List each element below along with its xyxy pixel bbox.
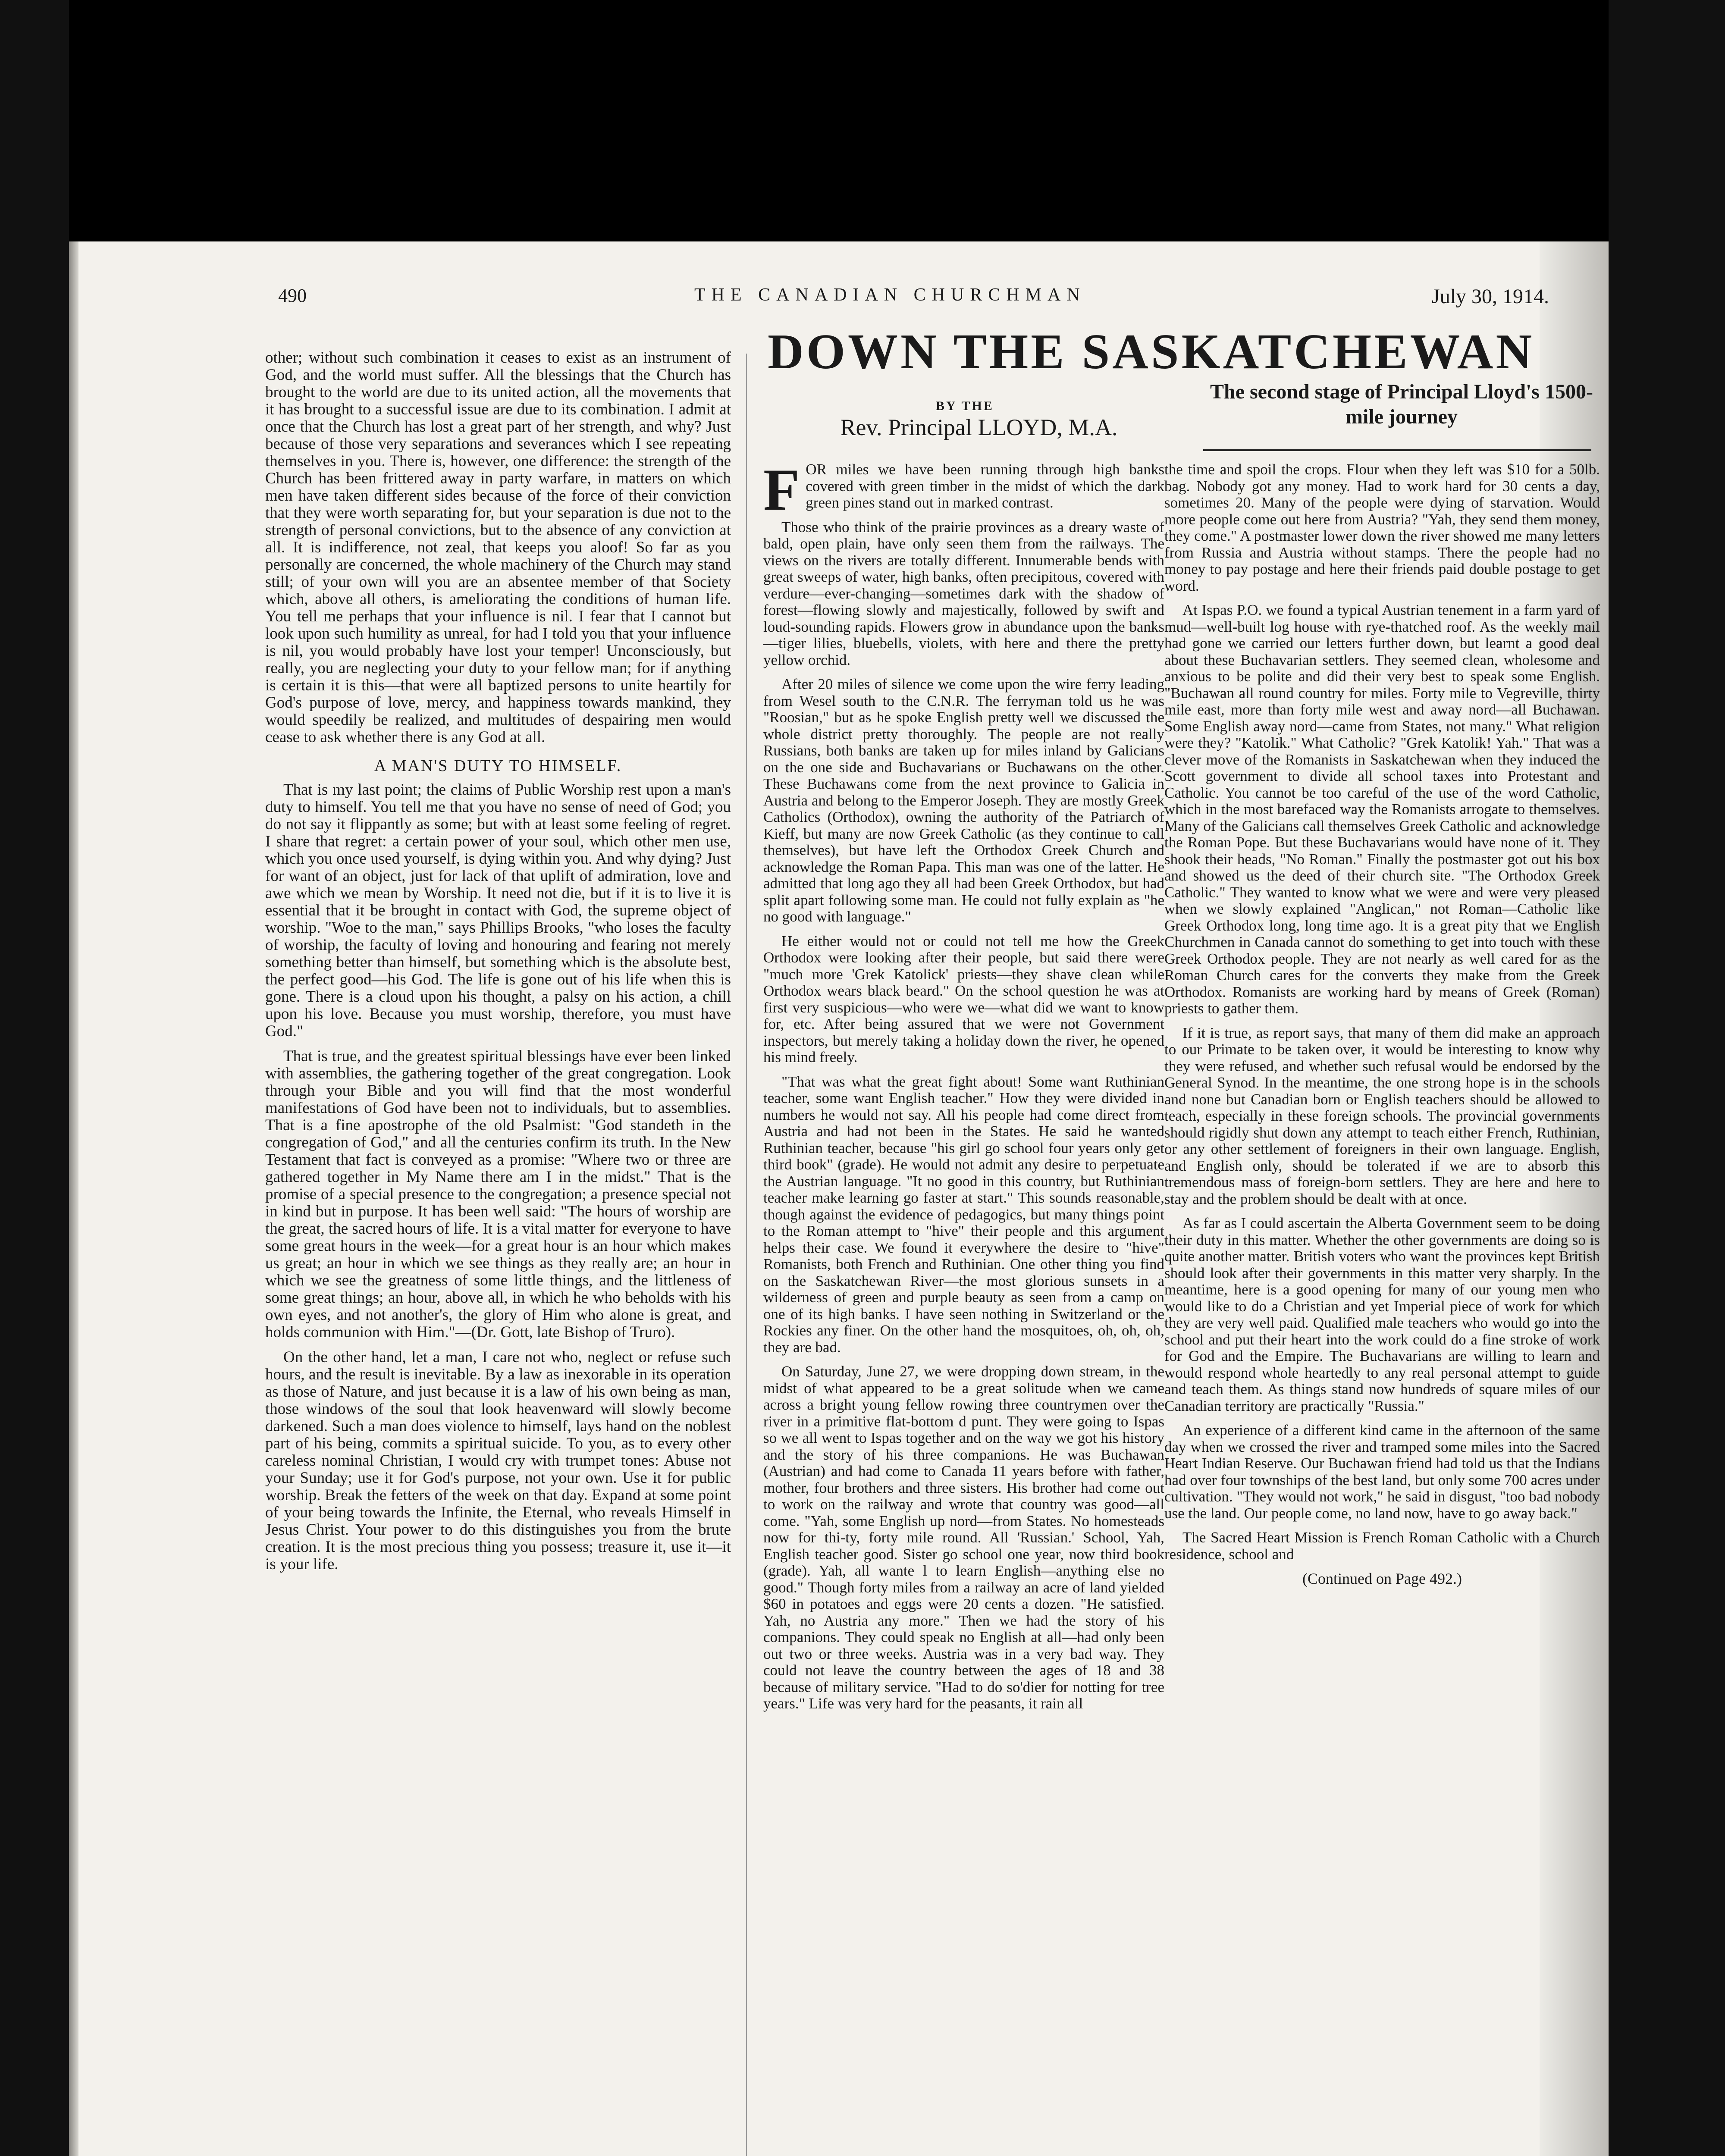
drop-cap: F [763, 457, 800, 523]
mid-paragraph-2: Those who think of the prairie provinces as a dreary waste of bald, open plain, have only seen them from the railways. The views on the rivers are totally different. Innumerable bends with great sweeps of water, high banks, often precipitous, covered with verdure—ever-changing—sometimes dark with the shadow of forest—flowing slowly and majestically, followed by swift and loud-sounding rapids. Flowers grow in abundance upon the banks—tiger lilies, bluebells, violets, with here and there the pretty yellow orchid. [763, 518, 1164, 668]
left-opening-paragraph: other; without such combination it ceases to exist as an instrument of God, and the world must suffer. All the blessings that the Church has brought to the world are due to its united action, all the movements that it has brought to a successful issue are due to its combination. I admit at once that the Church has lost a great part of her strength, and why? Just because of those very separations and severances which I see repeating themselves in you. There is, however, one difference: the strength of the Church has been frittered away in party warfare, in matters on which men have taken different sides because of the force of their conviction that they were worth separating for, but your separation is due not to the strength of personal convictions, but to the absence of any conviction at all. It is indifference, not zeal, that keeps you aloof! So far as you personally are concerned, the whole machinery of the Church may stand still; of your own will you are an absentee member of that Society which, above all others, is ameliorating the conditions of human life. You tell me perhaps that your influence is nil. I fear that I cannot but look upon such humility as unreal, for had I told you that your influence is nil, you would probably have lost your temper! Unconsciously, but really, you are neglecting your duty to your fellow man; for if anything is certain it is this—that were all baptized persons to unite heartily for God's purpose of love, mercy, and happiness towards mankind, they would speedily be realized, and multitudes of despairing men would cease to ask whether there is any God at all. [265, 349, 731, 746]
article-title: DOWN THE SASKATCHEWAN [768, 324, 1535, 379]
left-paragraph-1: That is my last point; the claims of Public Worship rest upon a man's duty to himself. You tell me that you have no sense of need of God; you do not say it flippantly as some; but with at least some feeling of regret. I share that regret: a certain power of your soul, which other men use, which you once used yourself, is dying within you. And why dying? Just for want of an object, just for lack of that uplift of admiration, love and awe which we mean by Worship. It need not die, but if it is to live it is essential that it be brought in contact with God, the supreme object of worship. "Woe to the man," says Phillips Brooks, "who loses the faculty of worship, the faculty of loving and honouring and fearing not merely something better than himself, but something which is the absolute best, the perfect good—his God. The life is gone out of his life when this is gone. There is a cloud upon his thought, a palsy on his action, a chill upon his love. Because you must worship, therefore, you must have God." [265, 781, 731, 1040]
mid-paragraph-6: On Saturday, June 27, we were dropping down stream, in the midst of what appeared to be a great solitude when we came across a bright young fellow rowing three countrymen over the river in a primitive flat-bottom d punt. They were going to Ispas so we all went to Ispas together and on the way we got his history and the story of his three companions. He was Buchawan (Austrian) and had come to Canada 11 years before with father, mother, four brothers and three sisters. His brother had come out to work on the railway and wrote that country was good—all come. "Yah, some English up nord—from States. No homesteads now for thi-ty, forty mile round. All 'Russian.' School, Yah, English teacher good. Sister go school one year, now third book (grade). Yah, all wante l to learn English—anything else no good." Though forty miles from a railway an acre of land yielded $60 in potatoes and eggs were 20 cents a dozen. "He satisfied. Yah, no Austria any more." Then we had the story of his companions. They could speak no English at all—had only been out two or three weeks. Austria was in a very bad way. They could not leave the country between the ages of 18 and 38 because of military service. "Had to do so'dier for notting for tree years." Life was very hard for the peasants, it rain all [763, 1363, 1164, 1712]
section-heading: A MAN'S DUTY TO HIMSELF. [374, 757, 622, 775]
right-paragraph-3: If it is true, as report says, that many of them did make an approach to our Primate to be taken over, it would be interesting to know why they were refused, and whether such refusal would be endorsed by the General Synod. In the meantime, the one strong hope is in the schools and none but Canadian born or English teachers should be allowed to teach, especially in these foreign schools. The provincial governments should rigidly shut down any attempt to teach either French, Ruthinian, or any other settlement of foreigners in their own language. English, and English only, should be tolerated if we are to absorb this tremendous mass of foreign-born settlers. They are here and here to stay and the problem should be dealt with at once. [1164, 1024, 1600, 1207]
scan-right-edge [1609, 0, 1725, 2156]
right-paragraph-4: As far as I could ascertain the Alberta Government seem to be doing their duty in this matter. Whether the other governments are doing so is quite another matter. British voters who want the provinces kept British should look after their governments in this matter very sharply. In the meantime, here is a good opening for many of our young men who would like to do a Christian and yet Imperial piece of work for which they are very well paid. Qualified male teachers who would go into the school and put their heart into the work could do a fine stroke of work for God and the Empire. The Buchavarians are willing to learn and would respond whole heartedly to any real personal attempt to guide and teach them. As things stand now hundreds of square miles of our Canadian territory are practically "Russia." [1164, 1215, 1600, 1414]
right-paragraph-1: the time and spoil the crops. Flour when they left was $10 for a 50lb. bag. Nobody got any money. Had to work hard for 30 cents a day, sometimes 20. Many of the people were dying of starvation. Would more people come out here from Austria? "Yah, they send them money, they come." A postmaster lower down the river showed me many letters from Russia and Austria without stamps. There the people had no money to pay postage and here their friends paid double postage to get word. [1164, 461, 1600, 594]
newspaper-page [69, 241, 1609, 2156]
left-column [265, 349, 731, 1581]
right-paragraph-6: The Sacred Heart Mission is French Roman Catholic with a Church residence, school and [1164, 1529, 1600, 1563]
left-paragraph-3: On the other hand, let a man, I care not who, neglect or refuse such hours, and the result is inevitable. By a law as inexorable in its operation as those of Nature, and just because it is a law of his own being as man, those windows of the soul that look heavenward will slowly become darkened. Such a man does violence to himself, lays hand on the noblest part of his being, commits a spiritual suicide. To you, as to every other careless nominal Christian, I would cry with trumpet tones: Abuse not your Sunday; use it for God's purpose, not your own. Use it for public worship. Break the fetters of the week on that day. Expand at some point of your being towards the Infinite, the Eternal, who reveals Himself in Jesus Christ. Your power to do this distinguishes you from the brute creation. It is the most precious thing you possess; treasure it, use it—it is your life. [265, 1348, 731, 1573]
publication-title: THE CANADIAN CHURCHMAN [694, 285, 1086, 305]
article-subtitle: The second stage of Principal Lloyd's 1500-mile journey [1210, 380, 1593, 428]
page-number: 490 [278, 285, 307, 306]
middle-column [763, 457, 1164, 1720]
byline-author: Rev. Principal LLOYD, M.A. [840, 414, 1118, 440]
mid-paragraph-3: After 20 miles of silence we come upon the wire ferry leading from Wesel south to the C.N.R. The ferryman told us he was "Roosian," but as he spoke English pretty well we discussed the whole district pretty thoroughly. The people are not really Russians, both banks are taken up for miles inland by Galicians on the one side and Buchavarians or Buchawans on the other. These Buchawans come from the next province to Galicia in Austria and belong to the Emperor Joseph. They are mostly Greek Catholics (Orthodox), owning the authority of the Patriarch of Kieff, but many are now Greek Catholic (as they continue to call themselves), but have left the Orthodox Greek Church and acknowledge the Roman Papa. This man was one of the latter. He admitted that long ago they all had been Greek Orthodox, but had split apart following some man. He could not fully explain as "he no good with language." [763, 676, 1164, 925]
right-column [1164, 461, 1600, 1587]
byline-label: BY THE [936, 399, 994, 413]
right-paragraph-5: An experience of a different kind came in the afternoon of the same day when we crossed the river and tramped some miles into the Sacred Heart Indian Reserve. Our Buchawan friend had told us that the Indians had over four townships of the best land, but only some 700 acres under cultivation. "They would not work," he said in disgust, "too bad nobody use the land. Our people come, no land now, have to go away back." [1164, 1422, 1600, 1522]
mid-paragraph-1-text: OR miles we have been running through high banks covered with green timber in the midst of which the dark green pines stand out in marked contrast. [806, 461, 1164, 511]
scan-left-edge [0, 0, 69, 2156]
left-paragraph-2: That is true, and the greatest spiritual blessings have ever been linked with assemblies, the gathering together of the great congregation. Look through your Bible and you will find that the most wonderful manifestations of God have been not to individuals, but to assemblies. That is a fine apostrophe of the old Psalmist: "God standeth in the congregation of God," and all the centuries confirm its truth. In the New Testament that fact is conveyed as a promise: "Where two or three are gathered together in My Name there am I in the midst." That is the promise of a special presence to the congregation; a presence special not in kind but in purpose. It has been well said: "The hours of worship are the great, the sacred hours of life. It is a vital matter for everyone to have some great hours in the week—for a great hour is an hour which makes us great; an hour in which we see things as they really are; an hour in which we see the greatness of some little things, and the littleness of some great things; an hour, above all, in which he who beholds with his own eyes, and not another's, the glory of Him who alone is great, and holds communion with Him."—(Dr. Gott, late Bishop of Truro). [265, 1047, 731, 1341]
issue-date: July 30, 1914. [1432, 285, 1549, 308]
right-paragraph-2: At Ispas P.O. we found a typical Austrian tenement in a farm yard of mud—well-built log house with rye-thatched roof. As the weekly mail had gone we carried our letters further down, but learnt a good deal about these Buchavarian settlers. They seemed clean, wholesome and anxious to be polite and did their very best to speak some English. "Buchawan all round country for miles. Forty mile to Vegreville, thirty mile east, more than forty mile west and away nord—all Buchawan. Some English away nord—came from States, not many." What religion were they? "Katolik." What Catholic? "Grek Katolik! Yah." That was a clever move of the Romanists in Saskatchewan when they induced the Scott government to divide all school taxes into Protestant and Catholic. You cannot be too careful of the use of the word Catholic, which in the most barefaced way the Romanists arrogate to themselves. Many of the Galicians call themselves Greek Catholic and acknowledge the Roman Pope. But these Buchavarians would have none of it. They shook their heads, "No Roman." Finally the postmaster got out his box and showed us the deed of their church site. "The Orthodox Greek Catholic." They wanted to know what we were and were very pleased when we slowly explained "Anglican," not Roman—Catholic like Greek Orthodox long, long time ago. It is a great pity that we English Churchmen in Canada cannot do something to get into touch with these Greek Orthodox people. They are not nearly as well cared for as the Roman Church cares for the converts they make from the Greek Orthodox. Romanists are working hard by means of Greek (Roman) priests to gather them. [1164, 602, 1600, 1017]
continued-note: (Continued on Page 492.) [1302, 1570, 1462, 1587]
subtitle-rule [1203, 449, 1591, 451]
mid-paragraph-1 [763, 457, 1164, 523]
mid-paragraph-5: "That was what the great fight about! Some want Ruthinian teacher, some want English teacher." How they were divided in numbers he would not say. All his people had come direct from Austria and had not been in the States. He said he wanted Ruthinian teacher, because "his girl go school four years only get third book" (grade). He would not admit any desire to perpetuate the Austrian language. "It no good in this country, but Ruthinian teacher make learning go faster at start." This sounds reasonable, though against the evidence of pedagogics, but many things point to the Roman attempt to "hive" their people and this argument helps their case. We found it everywhere the desire to "hive" Romanists, both French and Ruthinian. One other thing you find on the Saskatchewan River—the most glorious sunsets in a wilderness of green and purple beauty as seen from a camp on one of its high banks. I have seen nothing in Switzerland or the Rockies any finer. On the other hand the mosquitoes, oh, oh, oh, they are bad. [763, 1073, 1164, 1356]
mid-paragraph-4: He either would not or could not tell me how the Greek Orthodox were looking after their people, but said there were "much more 'Grek Katolick' priests—they shave clean while Orthodox wears black beard." On the school question he was at first very suspicious—who were we—what did we want to know for, etc. After being assured that we were not Government inspectors, but merely taking a holiday down the river, he opened his mind freely. [763, 932, 1164, 1065]
page-spine [69, 241, 78, 2156]
column-divider [746, 354, 747, 2156]
